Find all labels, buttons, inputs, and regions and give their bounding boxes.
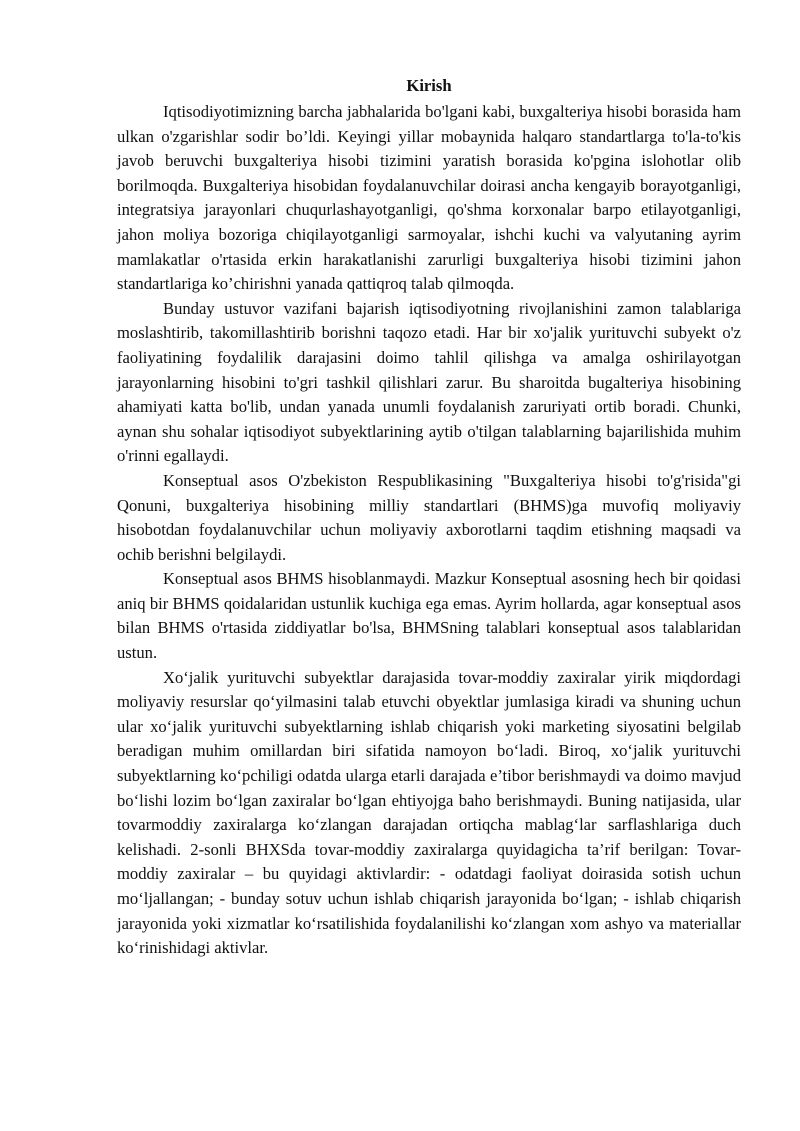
paragraph-5: Xo‘jalik yurituvchi subyektlar darajasida tovar-moddiy zaxiralar yirik miqdordagi moliyaviy resurslar qo‘yilmasini talab etuvchi obyektlar jumlasiga kiradi va shuning uchun ular xo‘jalik yurituvchi subyektlarning ishlab chiqarish yoki marketing siyosatini belgilab beradigan muhim omillardan biri sifatida namoyon bo‘ladi. Biroq, xo‘jalik yurituvchi subyektlarning ko‘pchiligi odatda ularga etarli darajada e’tibor berishmaydi va doimo mavjud bo‘lishi lozim bo‘lgan zaxiralar bo‘lgan ehtiyojga baho berishmaydi. Buning natijasida, ular tovarmoddiy zaxiralarga ko‘zlangan darajadan ortiqcha mablag‘lar sarflashlariga duch kelishadi. 2-sonli BHXSda tovar-moddiy zaxiralarga quyidagicha ta’rif berilgan: Tovar-moddiy zaxiralar – bu quyidagi aktivlardir: - odatdagi faoliyat doirasida sotish uchun mo‘ljallangan; - bunday sotuv uchun ishlab chiqarish jarayonida bo‘lgan; - ishlab chiqarish jarayonida yoki xizmatlar ko‘rsatilishida foydalanilishi ko‘zlangan xom ashyo va materiallar ko‘rinishidagi aktivlar.: [117, 667, 741, 958]
paragraph-1: Iqtisodiyotimizning barcha jabhalarida bo'lgani kabi, buxgalteriya hisobi borasida ham ulkan o'zgarishlar sodir bo’ldi. Keyingi yillar mobaynida halqaro standartlarga to'la-to'kis javob beruvchi buxgalteriya hisobi tizimini yaratish borasida ko'pgina islohotlar olib borilmoqda. Buxgalteriya hisobidan foydalanuvchilar doirasi ancha kengayib borayotganligi, integratsiya jarayonlari chuqurlashayotganligi, qo'shma korxonalar barpo etilayotganligi, jahon moliya bozoriga chiqilayotganligi sarmoyalar, ishchi kuchi va valyutaning ayrim mamlakatlar o'rtasida erkin harakatlanishi zarurligi buxgalteriya hisobi tizimini jahon standartlariga ko’chirishni yanada qattiqroq talab qilmoqda.: [117, 102, 741, 294]
paragraph-2: Bunday ustuvor vazifani bajarish iqtisodiyotning rivojlanishini zamon talablariga moslashtirib, takomillashtirib borishni taqozo etadi. Har bir xo'jalik yurituvchi subyekt o'z faoliyatining foydalilik darajasini doimo tahlil qilishga va amalga oshirilayotgan jarayonlarning hisobini to'gri tashkil qilishlari zarur. Bu sharoitda bugalteriya hisobining ahamiyati katta bo'lib, undan yanada unumli foydalanish zaruriyati ortib boradi. Chunki, aynan shu sohalar iqtisodiyot subyektlarining aytib o'tilgan talablarning bajarilishida muhim o'rinni egallaydi.: [117, 298, 741, 466]
page-title: Kirish: [406, 76, 452, 95]
paragraph-3: Konseptual asos O'zbekiston Respublikasining "Buxgalteriya hisobi to'g'risida"gi Qonuni, buxgalteriya hisobining milliy standartlari (BHMS)ga muvofiq moliyaviy hisobotdan foydalanuvchilar uchun moliyaviy axborotlarni taqdim etishning maqsadi va ochib berishni belgilaydi.: [117, 470, 741, 564]
document-page: [117, 72, 741, 961]
paragraph-4: Konseptual asos BHMS hisoblanmaydi. Mazkur Konseptual asosning hech bir qoidasi aniq bir BHMS qoidalaridan ustunlik kuchiga ega emas. Ayrim hollarda, agar konseptual asos bilan BHMS o'rtasida ziddiyatlar bo'lsa, BHMSning talablari konseptual asos talablaridan ustun.: [117, 569, 741, 663]
